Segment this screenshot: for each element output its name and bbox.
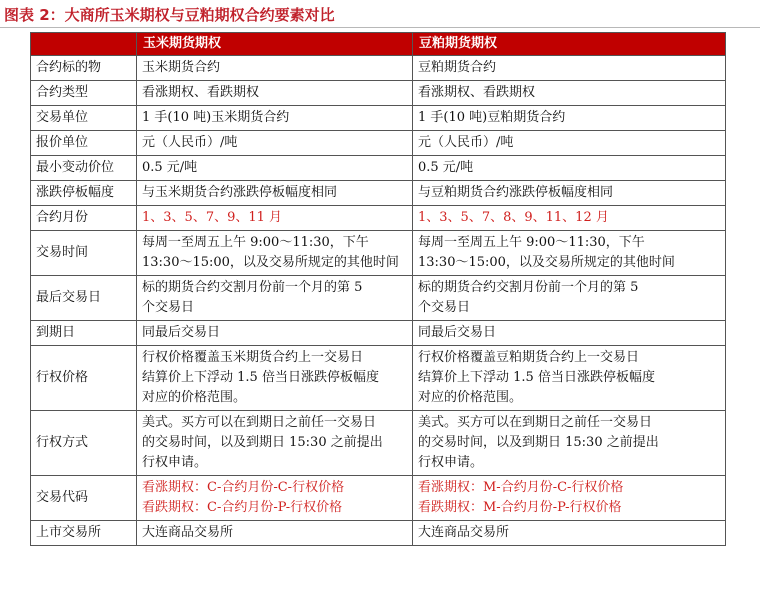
- cell-line: 与豆粕期货合约涨跌停板幅度相同: [418, 185, 614, 200]
- soymeal-option-cell: [413, 346, 726, 411]
- cell-line: 豆粕期货合约: [418, 60, 497, 75]
- figure-title: 图表 2：大商所玉米期权与豆粕期权合约要素对比: [4, 6, 335, 24]
- cell-line: 元（人民币）/吨: [142, 135, 238, 150]
- cell-line: 行权申请。: [418, 455, 484, 470]
- header-row: [31, 33, 726, 56]
- table-row: [31, 81, 726, 106]
- table-row: [31, 131, 726, 156]
- header-corn-option: 玉米期货期权: [137, 33, 413, 56]
- cell-line: 行权价格覆盖豆粕期货合约上一交易日: [418, 350, 640, 365]
- corn-option-cell: [137, 81, 413, 106]
- row-label: 行权方式: [31, 411, 137, 476]
- cell-line: 玉米期货合约: [142, 60, 221, 75]
- cell-line: 每周一至周五上午 9:00～11:30，下午: [142, 235, 369, 250]
- cell-line: 的交易时间，以及到期日 15:30 之前提出: [142, 435, 383, 450]
- corn-option-cell: [137, 206, 413, 231]
- row-label: 交易单位: [31, 106, 137, 131]
- corn-option-cell: [137, 346, 413, 411]
- cell-line: 对应的价格范围。: [142, 390, 247, 405]
- cell-line: 的交易时间，以及到期日 15:30 之前提出: [418, 435, 659, 450]
- soymeal-option-cell: [413, 276, 726, 321]
- soymeal-option-cell: [413, 56, 726, 81]
- cell-line: 结算价上下浮动 1.5 倍当日涨跌停板幅度: [142, 370, 379, 385]
- row-label: 最后交易日: [31, 276, 137, 321]
- row-label: 报价单位: [31, 131, 137, 156]
- corn-option-cell: [137, 106, 413, 131]
- soymeal-option-cell: [413, 321, 726, 346]
- soymeal-option-cell: [413, 131, 726, 156]
- corn-option-cell: [137, 321, 413, 346]
- soymeal-option-cell: [413, 156, 726, 181]
- cell-line: 行权申请。: [142, 455, 208, 470]
- header-blank: [31, 33, 137, 56]
- soymeal-option-cell: [413, 476, 726, 521]
- table-row: [31, 276, 726, 321]
- table-row: [31, 156, 726, 181]
- corn-option-cell: [137, 56, 413, 81]
- row-label: 合约月份: [31, 206, 137, 231]
- corn-option-cell: [137, 411, 413, 476]
- row-label: 交易时间: [31, 231, 137, 276]
- table-row: [31, 476, 726, 521]
- cell-line: 行权价格覆盖玉米期货合约上一交易日: [142, 350, 364, 365]
- cell-line: 元（人民币）/吨: [418, 135, 514, 150]
- table-row: [31, 181, 726, 206]
- cell-line: 1 手(10 吨)玉米期货合约: [142, 110, 290, 125]
- table-row: [31, 321, 726, 346]
- cell-line: 0.5 元/吨: [418, 160, 474, 175]
- table-row: [31, 521, 726, 546]
- cell-line: 与玉米期货合约涨跌停板幅度相同: [142, 185, 338, 200]
- cell-line: 1 手(10 吨)豆粕期货合约: [418, 110, 566, 125]
- cell-line: 每周一至周五上午 9:00～11:30，下午: [418, 235, 645, 250]
- row-label: 行权价格: [31, 346, 137, 411]
- cell-line: 13:30～15:00，以及交易所规定的其他时间: [418, 255, 675, 270]
- cell-line: 标的期货合约交割月份前一个月的第 5: [142, 280, 363, 295]
- header-soymeal-option: 豆粕期货期权: [413, 33, 726, 56]
- row-label: 到期日: [31, 321, 137, 346]
- cell-line: 看跌期权：M-合约月份-P-行权价格: [418, 500, 622, 515]
- cell-line: 美式。买方可以在到期日之前任一交易日: [418, 415, 653, 430]
- soymeal-option-cell: [413, 81, 726, 106]
- cell-line: 大连商品交易所: [142, 525, 234, 540]
- cell-line: 大连商品交易所: [418, 525, 510, 540]
- corn-option-cell: [137, 276, 413, 321]
- soymeal-option-cell: [413, 411, 726, 476]
- cell-line: 个交易日: [418, 300, 471, 315]
- corn-option-cell: [137, 156, 413, 181]
- corn-option-cell: [137, 131, 413, 156]
- cell-line: 美式。买方可以在到期日之前任一交易日: [142, 415, 377, 430]
- soymeal-option-cell: [413, 521, 726, 546]
- cell-line: 1、3、5、7、9、11 月: [142, 210, 283, 225]
- cell-line: 看涨期权、看跌期权: [142, 85, 260, 100]
- cell-line: 看跌期权：C-合约月份-P-行权价格: [142, 500, 343, 515]
- cell-line: 看涨期权：C-合约月份-C-行权价格: [142, 480, 345, 495]
- cell-line: 13:30～15:00，以及交易所规定的其他时间: [142, 255, 399, 270]
- cell-line: 对应的价格范围。: [418, 390, 523, 405]
- soymeal-option-cell: [413, 106, 726, 131]
- row-label: 合约标的物: [31, 56, 137, 81]
- row-label: 涨跌停板幅度: [31, 181, 137, 206]
- cell-line: 同最后交易日: [418, 325, 497, 340]
- row-label: 上市交易所: [31, 521, 137, 546]
- title-divider: [0, 27, 760, 28]
- cell-line: 结算价上下浮动 1.5 倍当日涨跌停板幅度: [418, 370, 655, 385]
- row-label: 合约类型: [31, 81, 137, 106]
- table-row: [31, 346, 726, 411]
- cell-line: 1、3、5、7、8、9、11、12 月: [418, 210, 609, 225]
- row-label: 交易代码: [31, 476, 137, 521]
- cell-line: 个交易日: [142, 300, 195, 315]
- table-row: [31, 206, 726, 231]
- soymeal-option-cell: [413, 206, 726, 231]
- corn-option-cell: [137, 476, 413, 521]
- cell-line: 同最后交易日: [142, 325, 221, 340]
- cell-line: 看涨期权：M-合约月份-C-行权价格: [418, 480, 624, 495]
- table-row: [31, 231, 726, 276]
- row-label: 最小变动价位: [31, 156, 137, 181]
- comparison-table: [30, 32, 726, 546]
- cell-line: 看涨期权、看跌期权: [418, 85, 536, 100]
- corn-option-cell: [137, 181, 413, 206]
- cell-line: 0.5 元/吨: [142, 160, 198, 175]
- cell-line: 标的期货合约交割月份前一个月的第 5: [418, 280, 639, 295]
- table-row: [31, 56, 726, 81]
- corn-option-cell: [137, 231, 413, 276]
- table-row: [31, 411, 726, 476]
- corn-option-cell: [137, 521, 413, 546]
- soymeal-option-cell: [413, 231, 726, 276]
- soymeal-option-cell: [413, 181, 726, 206]
- table-row: [31, 106, 726, 131]
